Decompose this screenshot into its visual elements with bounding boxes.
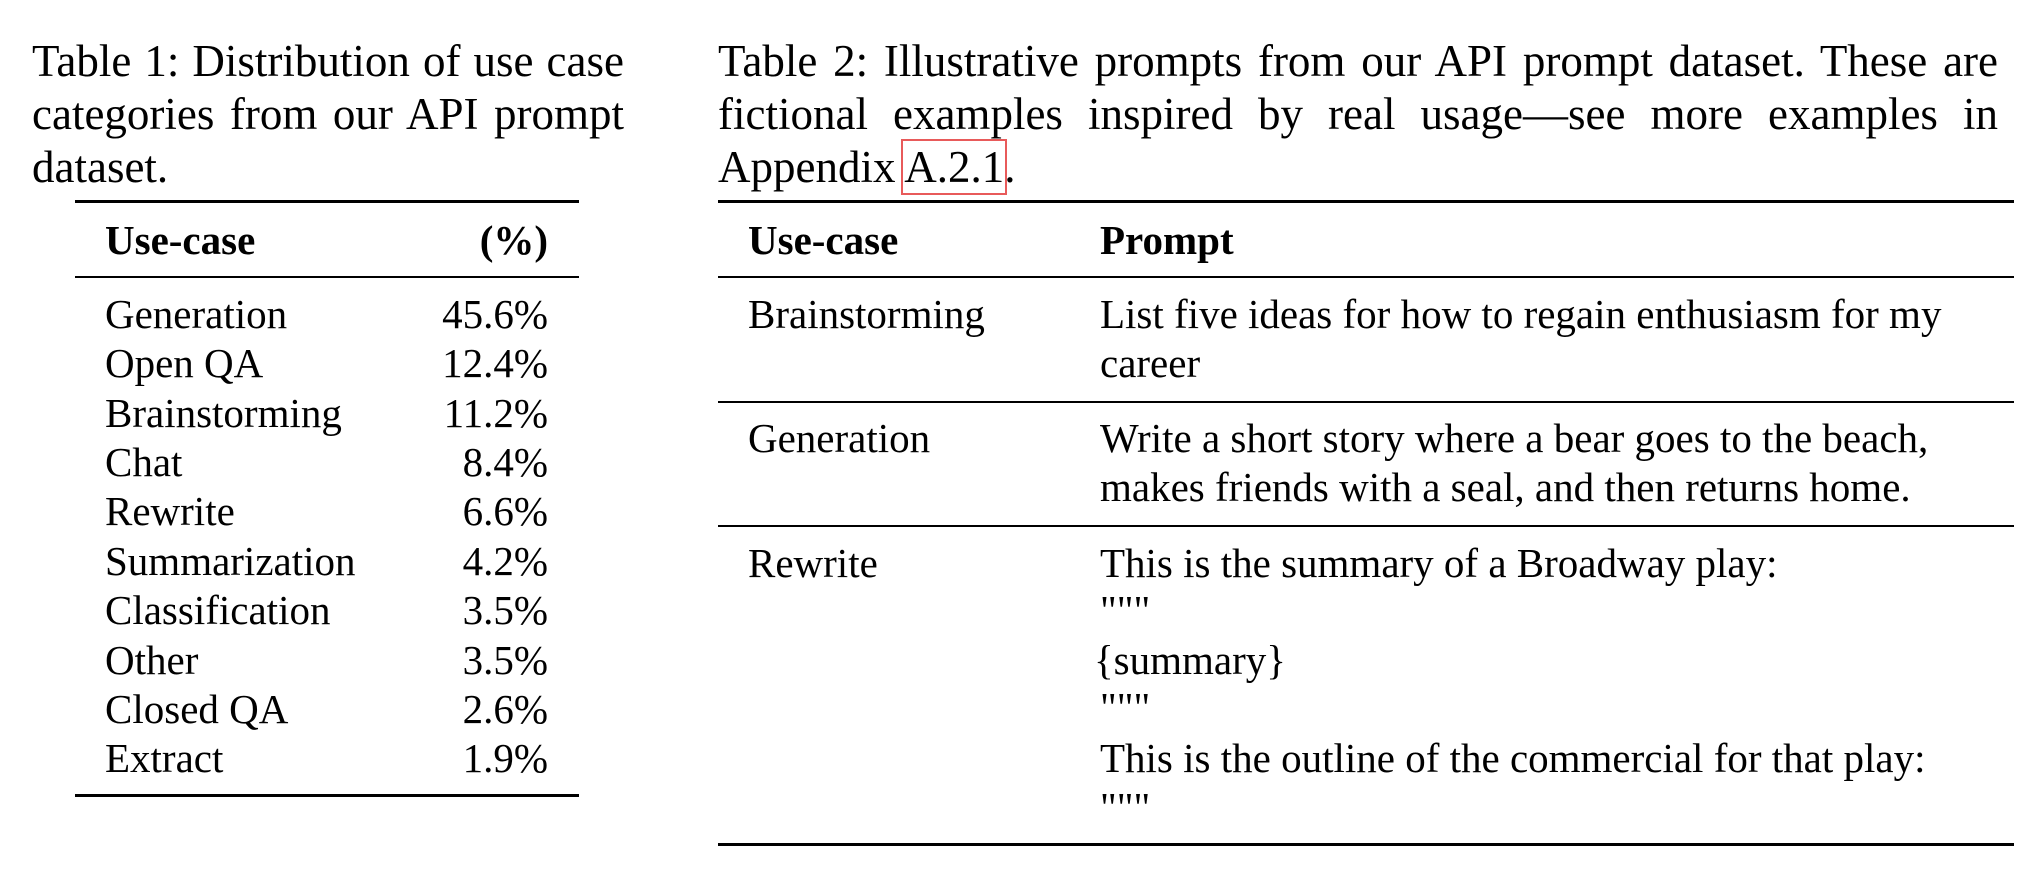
table1-cell-use-case: Classification	[105, 587, 331, 633]
table2-prompt-line: {summary}	[1094, 637, 1286, 683]
table1-cell-use-case: Open QA	[105, 340, 264, 386]
table1-cell-use-case: Extract	[105, 735, 224, 781]
table2-caption-text: Table 2: Illustrative prompts from our API prompt dataset. These are fictional examples inspired by real usage—see more examples in Appendix	[718, 36, 1998, 192]
table1-cell-percent: 8.4%	[462, 439, 548, 485]
table2-header-rule	[718, 276, 2014, 278]
table1-cell-use-case: Other	[105, 637, 199, 683]
table1-cell-percent: 1.9%	[462, 735, 548, 781]
table1-cell-use-case: Summarization	[105, 538, 356, 584]
table2-prompt-line: This is the outline of the commercial for that play:	[1100, 735, 1926, 781]
table2-prompt-line: Write a short story where a bear goes to the beach,	[1100, 415, 1929, 461]
table1-cell-percent: 4.2%	[462, 538, 548, 584]
table2-header-use-case: Use-case	[748, 217, 899, 263]
table1-cell-use-case: Closed QA	[105, 686, 289, 732]
table2-prompt-line: career	[1100, 340, 1201, 386]
table1-header-use-case: Use-case	[105, 217, 256, 263]
table2-caption	[718, 35, 1998, 194]
table2-cell-use-case: Rewrite	[748, 540, 878, 586]
appendix-reference-link[interactable]: A.2.1	[904, 142, 1005, 192]
table1-cell-use-case: Chat	[105, 439, 183, 485]
table2-cell-use-case: Brainstorming	[748, 291, 985, 337]
table1-cell-percent: 12.4%	[442, 340, 548, 386]
table1-cell-percent: 3.5%	[462, 637, 548, 683]
table1-header-percent: (%)	[479, 217, 548, 263]
table1-cell-percent: 3.5%	[462, 587, 548, 633]
table2-header-prompt: Prompt	[1100, 217, 1234, 263]
table2-prompt-line: This is the summary of a Broadway play:	[1100, 540, 1778, 586]
table1-caption: Table 1: Distribution of use case categories from our API prompt dataset.	[32, 36, 624, 192]
table2-prompt-line: """	[1100, 684, 1151, 730]
table1-cell-use-case: Rewrite	[105, 488, 235, 534]
table2-bottom-rule	[718, 843, 2014, 846]
table1-cell-percent: 45.6%	[442, 291, 548, 337]
table2-cell-use-case: Generation	[748, 415, 931, 461]
table1-top-rule	[75, 200, 579, 203]
table2-caption-end: .	[1004, 142, 1016, 192]
table1-cell-use-case: Brainstorming	[105, 390, 342, 436]
table1-bottom-rule	[75, 794, 579, 797]
table2-row-rule	[718, 525, 2014, 527]
table2-prompt-line: makes friends with a seal, and then returns home.	[1100, 464, 1911, 510]
table2-prompt-line: List five ideas for how to regain enthusiasm for my	[1100, 291, 1942, 337]
table2-prompt-line: """	[1100, 784, 1151, 830]
table1-cell-percent: 2.6%	[462, 686, 548, 732]
table2-row-rule	[718, 401, 2014, 403]
table1-cell-percent: 11.2%	[443, 390, 548, 436]
table1-cell-use-case: Generation	[105, 291, 288, 337]
table1-cell-percent: 6.6%	[462, 488, 548, 534]
table2-prompt-line: """	[1100, 587, 1151, 633]
table1-header-rule	[75, 276, 579, 278]
table2-top-rule	[718, 200, 2014, 203]
